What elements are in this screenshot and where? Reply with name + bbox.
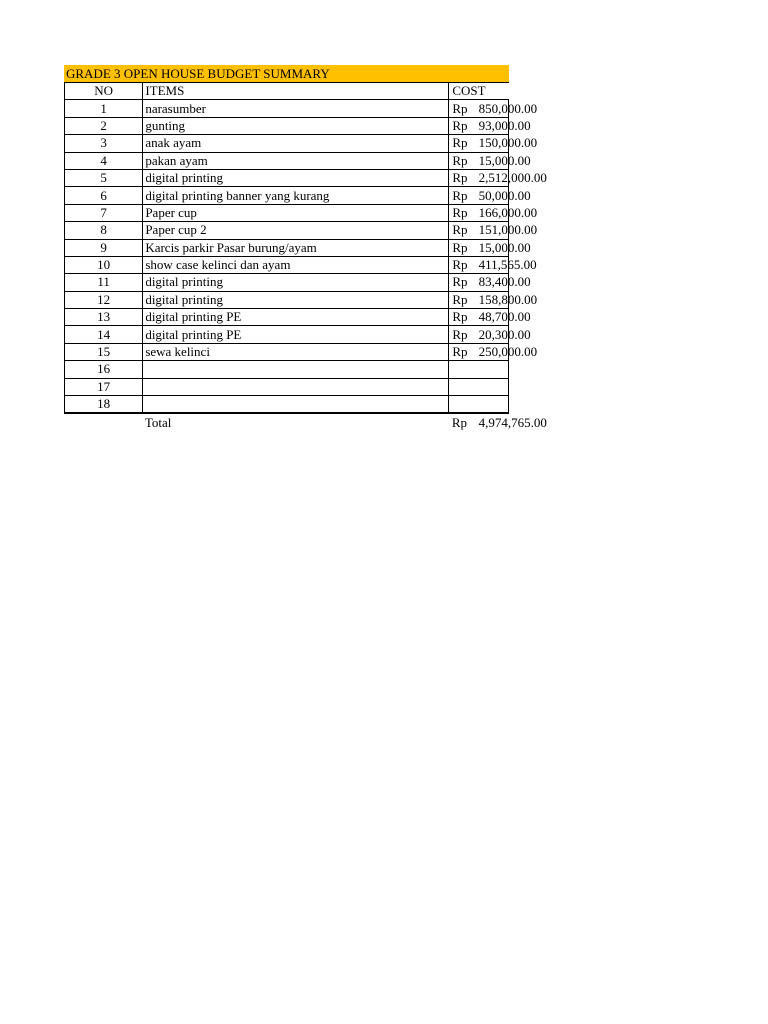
row-number: 7 <box>65 204 143 221</box>
row-amount: 48,700.00 <box>478 309 531 325</box>
row-currency: Rp <box>449 152 479 169</box>
row-item <box>143 396 449 414</box>
row-number: 3 <box>65 135 143 152</box>
row-currency: Rp <box>449 117 479 134</box>
row-currency: Rp <box>449 204 479 221</box>
row-item: Karcis parkir Pasar burung/ayam <box>143 239 449 256</box>
row-number: 14 <box>65 326 143 343</box>
row-number: 13 <box>65 309 143 326</box>
row-amount: 50,000.00 <box>478 187 531 203</box>
row-amount: 158,800.00 <box>478 291 538 307</box>
row-number: 2 <box>65 117 143 134</box>
row-amount: 83,400.00 <box>478 274 531 290</box>
row-currency: Rp <box>449 291 479 308</box>
row-item <box>143 361 449 378</box>
row-amount: 150,000.00 <box>478 135 538 151</box>
row-item: anak ayam <box>143 135 449 152</box>
row-number: 9 <box>65 239 143 256</box>
row-item: digital printing banner yang kurang <box>143 187 449 204</box>
row-item: show case kelinci dan ayam <box>143 256 449 273</box>
row-currency: Rp <box>449 169 479 186</box>
row-currency <box>449 378 479 395</box>
header-no: NO <box>65 83 143 100</box>
row-amount: 15,000.00 <box>478 239 531 255</box>
table-row <box>65 396 509 414</box>
row-number: 11 <box>65 274 143 291</box>
table-row <box>65 152 509 169</box>
row-currency: Rp <box>449 326 479 343</box>
row-item: digital printing PE <box>143 326 449 343</box>
budget-table <box>64 82 547 431</box>
row-number: 4 <box>65 152 143 169</box>
table-row <box>65 361 509 378</box>
row-currency: Rp <box>449 100 479 117</box>
table-row <box>65 187 509 204</box>
table-row <box>65 309 509 326</box>
row-amount: 20,300.00 <box>478 326 531 342</box>
table-row <box>65 378 509 395</box>
row-currency: Rp <box>449 343 479 360</box>
table-row <box>65 135 509 152</box>
table-row <box>65 239 509 256</box>
total-label: Total <box>144 414 172 430</box>
table-row <box>65 326 509 343</box>
row-item: narasumber <box>143 100 449 117</box>
row-currency: Rp <box>449 222 479 239</box>
row-number: 18 <box>65 396 143 414</box>
row-item: sewa kelinci <box>143 343 449 360</box>
row-number: 6 <box>65 187 143 204</box>
row-number: 10 <box>65 256 143 273</box>
row-currency: Rp <box>449 256 479 273</box>
table-row <box>65 204 509 221</box>
row-currency: Rp <box>449 274 479 291</box>
row-amount <box>479 396 509 414</box>
total-row <box>65 413 509 430</box>
table-row <box>65 100 509 117</box>
table-row <box>65 256 509 273</box>
row-currency <box>449 396 479 414</box>
row-number: 12 <box>65 291 143 308</box>
row-amount: 93,000.00 <box>478 117 531 133</box>
row-currency: Rp <box>449 187 479 204</box>
row-item: gunting <box>143 117 449 134</box>
row-amount: 15,000.00 <box>478 152 531 168</box>
row-item: digital printing <box>143 291 449 308</box>
row-number: 17 <box>65 378 143 395</box>
budget-table-body <box>65 83 547 414</box>
row-amount: 151,000.00 <box>478 222 538 238</box>
total-amount: 4,974,765.00 <box>478 414 547 430</box>
row-amount <box>479 361 509 378</box>
row-item: Paper cup 2 <box>143 222 449 239</box>
row-amount: 166,000.00 <box>478 204 538 220</box>
header-row <box>65 83 509 100</box>
sheet-title: GRADE 3 OPEN HOUSE BUDGET SUMMARY <box>64 65 509 82</box>
row-item: digital printing <box>143 274 449 291</box>
row-currency: Rp <box>449 309 479 326</box>
budget-sheet <box>64 65 547 431</box>
row-currency <box>449 361 479 378</box>
row-number: 15 <box>65 343 143 360</box>
row-amount: 411,565.00 <box>478 257 537 273</box>
row-number: 16 <box>65 361 143 378</box>
header-cost: COST <box>449 83 509 100</box>
total-currency: Rp <box>451 414 468 430</box>
row-item <box>143 378 449 395</box>
row-number: 1 <box>65 100 143 117</box>
row-currency: Rp <box>449 135 479 152</box>
row-amount <box>479 378 509 395</box>
row-amount: 2,512,000.00 <box>478 170 547 186</box>
table-row <box>65 117 509 134</box>
row-number: 8 <box>65 222 143 239</box>
header-items: ITEMS <box>143 83 449 100</box>
table-row <box>65 343 509 360</box>
total-spacer <box>65 413 143 430</box>
row-item: digital printing <box>143 169 449 186</box>
row-amount: 250,000.00 <box>478 344 538 360</box>
row-currency: Rp <box>449 239 479 256</box>
row-number: 5 <box>65 169 143 186</box>
table-row <box>65 169 509 186</box>
row-amount: 850,000.00 <box>478 100 538 116</box>
table-row <box>65 222 509 239</box>
row-item: Paper cup <box>143 204 449 221</box>
table-row <box>65 274 509 291</box>
row-item: digital printing PE <box>143 309 449 326</box>
table-row <box>65 291 509 308</box>
row-item: pakan ayam <box>143 152 449 169</box>
